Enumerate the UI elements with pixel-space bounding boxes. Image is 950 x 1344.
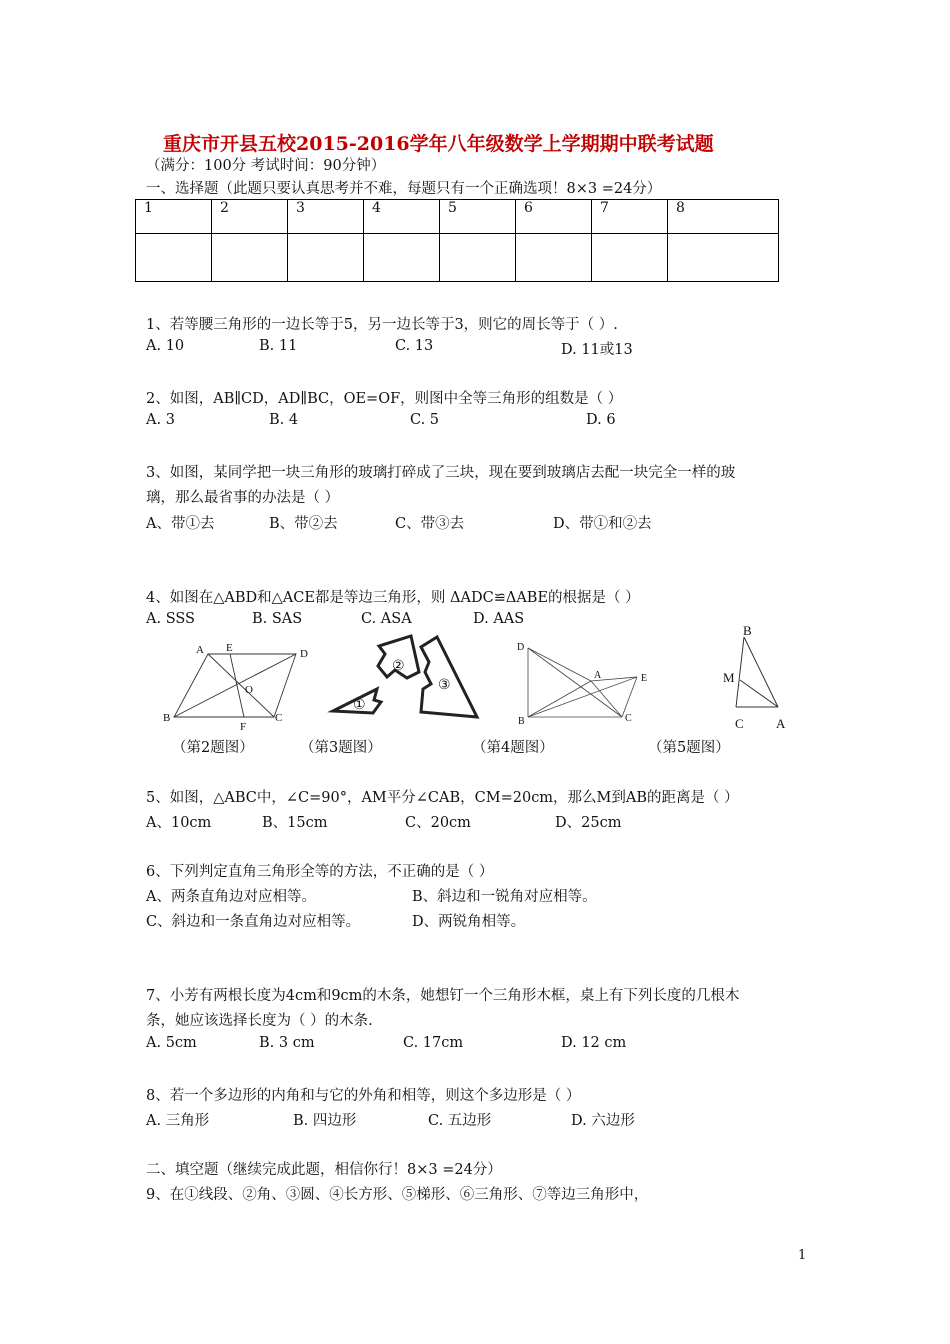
question-5-option-d: D、25cm xyxy=(555,815,622,831)
question-5-option-a: A、10cm xyxy=(146,815,212,831)
question-5-option-c: C、20cm xyxy=(405,815,471,831)
fig2-label-f: F xyxy=(240,721,247,733)
question-8-stem: 8、若一个多边形的内角和与它的外角和相等，则这个多边形是（ ） xyxy=(146,1088,581,1104)
question-7-option-c: C. 17cm xyxy=(403,1035,464,1051)
question-5-stem: 5、如图，△ABC中，∠C=90°，AM平分∠CAB，CM=20cm，那么M到AB的距离是（ ） xyxy=(146,790,739,806)
fig5-label-c: C xyxy=(735,716,744,731)
question-4-stem: 4、如图在△ABD和△ACE都是等边三角形，则 ΔADC≌ΔABE的根据是（ ） xyxy=(146,590,640,606)
answer-cell[interactable] xyxy=(364,234,440,282)
fig4-label-e: E xyxy=(641,673,648,684)
question-1-option-b: B. 11 xyxy=(259,338,298,354)
answer-cell[interactable] xyxy=(668,234,779,282)
question-8-option-d: D. 六边形 xyxy=(571,1113,635,1129)
fig2-label-e: E xyxy=(226,642,233,654)
question-2-option-d: D. 6 xyxy=(586,412,616,428)
question-8-option-b: B. 四边形 xyxy=(293,1113,357,1129)
question-2-option-a: A. 3 xyxy=(146,412,175,428)
question-4-option-c: C. ASA xyxy=(361,611,412,627)
fig3-piece-2: ② xyxy=(392,658,405,674)
table-header-cell: 5 xyxy=(440,200,516,234)
figure-3-caption: （第3题图） xyxy=(300,740,382,756)
question-3-stem-line1: 3、如图，某同学把一块三角形的玻璃打碎成了三块，现在要到玻璃店去配一块完全一样的玻 xyxy=(146,465,736,481)
answer-cell[interactable] xyxy=(592,234,668,282)
fig4-label-c: C xyxy=(625,713,632,724)
figure-4-caption: （第4题图） xyxy=(472,740,554,756)
page-title: 重庆市开县五校2015-2016学年八年级数学上学期期中联考试题 xyxy=(163,133,714,155)
question-6-option-a: A、两条直角边对应相等。 xyxy=(146,889,316,905)
question-6-option-d: D、两锐角相等。 xyxy=(412,914,526,930)
question-8-option-c: C. 五边形 xyxy=(428,1113,492,1129)
question-6-option-b: B、斜边和一锐角对应相等。 xyxy=(412,889,597,905)
fig5-label-b: B xyxy=(743,623,752,638)
question-3-stem-line2: 璃，那么最省事的办法是（ ） xyxy=(146,490,340,506)
question-1-option-c: C. 13 xyxy=(395,338,434,354)
table-header-cell: 6 xyxy=(516,200,592,234)
figure-5-right-triangle xyxy=(718,620,798,732)
question-8-option-a: A. 三角形 xyxy=(146,1113,210,1129)
figure-2-parallelogram xyxy=(160,640,320,735)
figure-4-triangles xyxy=(513,638,663,726)
question-1-stem: 1、若等腰三角形的一边长等于5，另一边长等于3，则它的周长等于（ ）. xyxy=(146,317,618,333)
question-7-stem-line1: 7、小芳有两根长度为4cm和9cm的木条，她想钉一个三角形木框，桌上有下列长度的几根木 xyxy=(146,988,740,1004)
fig4-label-b: B xyxy=(518,716,525,727)
question-3-option-d: D、带①和②去 xyxy=(553,516,652,532)
question-2-option-c: C. 5 xyxy=(410,412,440,428)
section2-heading: 二、填空题（继续完成此题，相信你行！8×3 =24分） xyxy=(146,1162,502,1178)
answer-cell[interactable] xyxy=(136,234,212,282)
question-2-option-b: B. 4 xyxy=(269,412,299,428)
question-7-option-d: D. 12 cm xyxy=(561,1035,627,1051)
question-7-option-a: A. 5cm xyxy=(146,1035,197,1051)
question-4-option-b: B. SAS xyxy=(252,611,303,627)
fig5-label-a: A xyxy=(776,716,786,731)
figure-2-caption: （第2题图） xyxy=(172,740,254,756)
figure-3-broken-glass xyxy=(325,632,485,722)
answer-cell[interactable] xyxy=(440,234,516,282)
fig4-label-a: A xyxy=(594,670,602,681)
answer-cell[interactable] xyxy=(212,234,288,282)
table-header-cell: 8 xyxy=(668,200,779,234)
question-6-option-c: C、斜边和一条直角边对应相等。 xyxy=(146,914,361,930)
question-3-option-b: B、带②去 xyxy=(269,516,338,532)
table-header-cell: 7 xyxy=(592,200,668,234)
table-header-cell: 4 xyxy=(364,200,440,234)
page-number: 1 xyxy=(798,1248,807,1263)
fig2-label-c: C xyxy=(275,712,283,724)
fig4-label-d: D xyxy=(517,642,525,653)
question-4-option-a: A. SSS xyxy=(146,611,195,627)
table-header-cell: 3 xyxy=(288,200,364,234)
figure-5-caption: （第5题图） xyxy=(648,740,730,756)
exam-info: （满分：100分 考试时间：90分钟） xyxy=(146,158,386,174)
fig2-label-b: B xyxy=(163,712,171,724)
question-3-option-c: C、带③去 xyxy=(395,516,465,532)
question-1-option-d: D. 11或13 xyxy=(561,342,633,358)
question-2-stem: 2、如图，AB∥CD，AD∥BC，OE=OF，则图中全等三角形的组数是（ ） xyxy=(146,391,623,407)
fig3-piece-3: ③ xyxy=(438,677,451,693)
question-4-option-d: D. AAS xyxy=(473,611,525,627)
fig3-piece-1: ① xyxy=(353,697,366,713)
fig2-label-o: O xyxy=(245,684,253,696)
question-7-stem-line2: 条，她应该选择长度为（ ）的木条. xyxy=(146,1013,373,1029)
fig2-label-d: D xyxy=(300,648,308,660)
question-3-option-a: A、带①去 xyxy=(146,516,215,532)
question-6-stem: 6、下列判定直角三角形全等的方法，不正确的是（ ） xyxy=(146,864,494,880)
answer-table xyxy=(135,199,779,282)
section1-heading: 一、选择题（此题只要认真思考并不难，每题只有一个正确选项！8×3 =24分） xyxy=(146,181,662,197)
table-header-cell: 2 xyxy=(212,200,288,234)
question-7-option-b: B. 3 cm xyxy=(259,1035,315,1051)
fig2-label-a: A xyxy=(196,644,204,656)
question-9-stem: 9、在①线段、②角、③圆、④长方形、⑤梯形、⑥三角形、⑦等边三角形中， xyxy=(146,1187,649,1203)
answer-cell[interactable] xyxy=(516,234,592,282)
question-5-option-b: B、15cm xyxy=(262,815,328,831)
question-1-option-a: A. 10 xyxy=(146,338,185,354)
fig5-label-m: M xyxy=(723,670,735,685)
table-header-cell: 1 xyxy=(136,200,212,234)
answer-cell[interactable] xyxy=(288,234,364,282)
